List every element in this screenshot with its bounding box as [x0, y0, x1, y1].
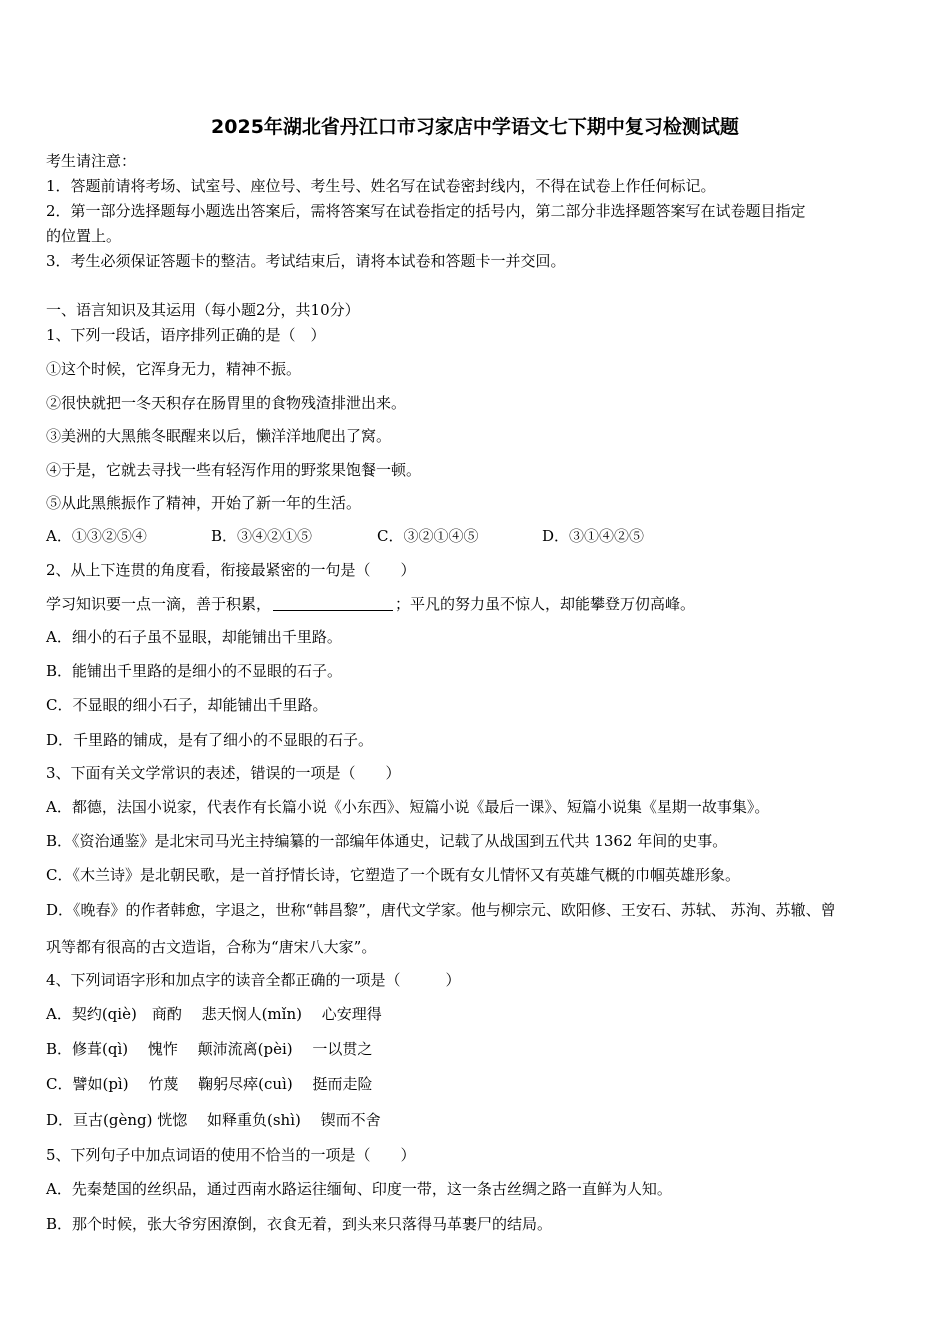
section-heading: 一、语言知识及其运用（每小题2分，共10分） — [46, 301, 360, 319]
notice-item: 1．答题前请将考场、试室号、座位号、考生号、姓名写在试卷密封线内，不得在试卷上作任何标记。 — [46, 177, 716, 195]
sentence-item: ②很快就把一冬天积存在肠胃里的食物残渣排泄出来。 — [46, 394, 407, 412]
option-c: C．③②①④⑤ — [377, 527, 479, 545]
question-stem: 1、下列一段话，语序排列正确的是（ ） — [46, 326, 326, 344]
option-b: B．能铺出千里路的是细小的不显眼的石子。 — [46, 662, 343, 680]
notice-item: 2．第一部分选择题每小题选出答案后，需将答案写在试卷指定的括号内，第二部分非选择题答案写在试卷题目指定 — [46, 202, 806, 220]
sentence-item: ①这个时候，它浑身无力，精神不振。 — [46, 360, 302, 378]
question-stem: 3、下面有关文学常识的表述，错误的一项是（ ） — [46, 764, 401, 782]
option-c: C．譬如(pì) 竹蔑 鞠躬尽瘁(cuì) 挺而走险 — [46, 1075, 373, 1093]
option-a: A．①③②⑤④ — [46, 527, 147, 545]
sentence-item: ⑤从此黑熊振作了精神，开始了新一年的生活。 — [46, 494, 362, 512]
answer-blank — [273, 595, 393, 611]
sentence-item: ③美洲的大黑熊冬眠醒来以后，懒洋洋地爬出了窝。 — [46, 427, 392, 445]
option-a: A．契约(qiè) 商酌 悲天悯人(mǐn) 心安理得 — [46, 1005, 382, 1023]
notice-item: 3．考生必须保证答题卡的整洁。考试结束后，请将本试卷和答题卡一并交回。 — [46, 252, 566, 270]
option-c: C．《木兰诗》是北朝民歌，是一首抒情长诗，它塑造了一个既有女儿情怀又有英雄气概的巾帼英雄形象。 — [46, 866, 740, 884]
option-a: A．先秦楚国的丝织品，通过西南水路运往缅甸、印度一带，这一条古丝绸之路一直鲜为人知。 — [46, 1180, 672, 1198]
option-d: D．亘古(gèng) 恍惚 如释重负(shì) 锲而不舍 — [46, 1111, 381, 1129]
option-a: A．都德，法国小说家，代表作有长篇小说《小东西》、短篇小说《最后一课》、短篇小说集《星期一故事集》。 — [46, 798, 770, 816]
notice-heading: 考生请注意： — [46, 152, 137, 170]
q1-options — [46, 525, 686, 547]
option-c: C．不显眼的细小石子，却能铺出千里路。 — [46, 696, 328, 714]
passage-after: ；平凡的努力虽不惊人，却能攀登万仞高峰。 — [395, 595, 696, 613]
option-d: D．千里路的铺成，是有了细小的不显眼的石子。 — [46, 731, 374, 749]
option-b: B．③④②①⑤ — [211, 527, 313, 545]
option-b: B．《资治通鉴》是北宋司马光主持编纂的一部编年体通史，记载了从战国到五代共 1362 年间的史事。 — [46, 832, 728, 850]
question-stem: 5、下列句子中加点词语的使用不恰当的一项是（ ） — [46, 1146, 416, 1164]
notice-item: 的位置上。 — [46, 227, 122, 245]
option-b: B．那个时候，张大爷穷困潦倒，衣食无着，到头来只落得马革裹尸的结局。 — [46, 1215, 553, 1233]
option-d-continued: 巩等都有很高的古文造诣，合称为“唐宋八大家”。 — [46, 938, 377, 956]
question-passage — [46, 593, 695, 615]
question-stem: 2、从上下连贯的角度看，衔接最紧密的一句是（ ） — [46, 561, 416, 579]
option-b: B．修葺(qì) 愧怍 颠沛流离(pèi) 一以贯之 — [46, 1040, 373, 1058]
option-d: D．《晚春》的作者韩愈，字退之，世称“韩昌黎”，唐代文学家。他与柳宗元、欧阳修、王安石、苏轼、 苏洵、苏辙、曾 — [46, 901, 836, 919]
option-a: A．细小的石子虽不显眼，却能铺出千里路。 — [46, 628, 342, 646]
passage-before: 学习知识要一点一滴，善于积累， — [46, 595, 272, 613]
option-d: D．③①④②⑤ — [542, 527, 645, 545]
page-title: 2025年湖北省丹江口市习家店中学语文七下期中复习检测试题 — [211, 116, 739, 138]
question-stem: 4、下列词语字形和加点字的读音全都正确的一项是（ ） — [46, 971, 461, 989]
sentence-item: ④于是，它就去寻找一些有轻泻作用的野浆果饱餐一顿。 — [46, 461, 422, 479]
